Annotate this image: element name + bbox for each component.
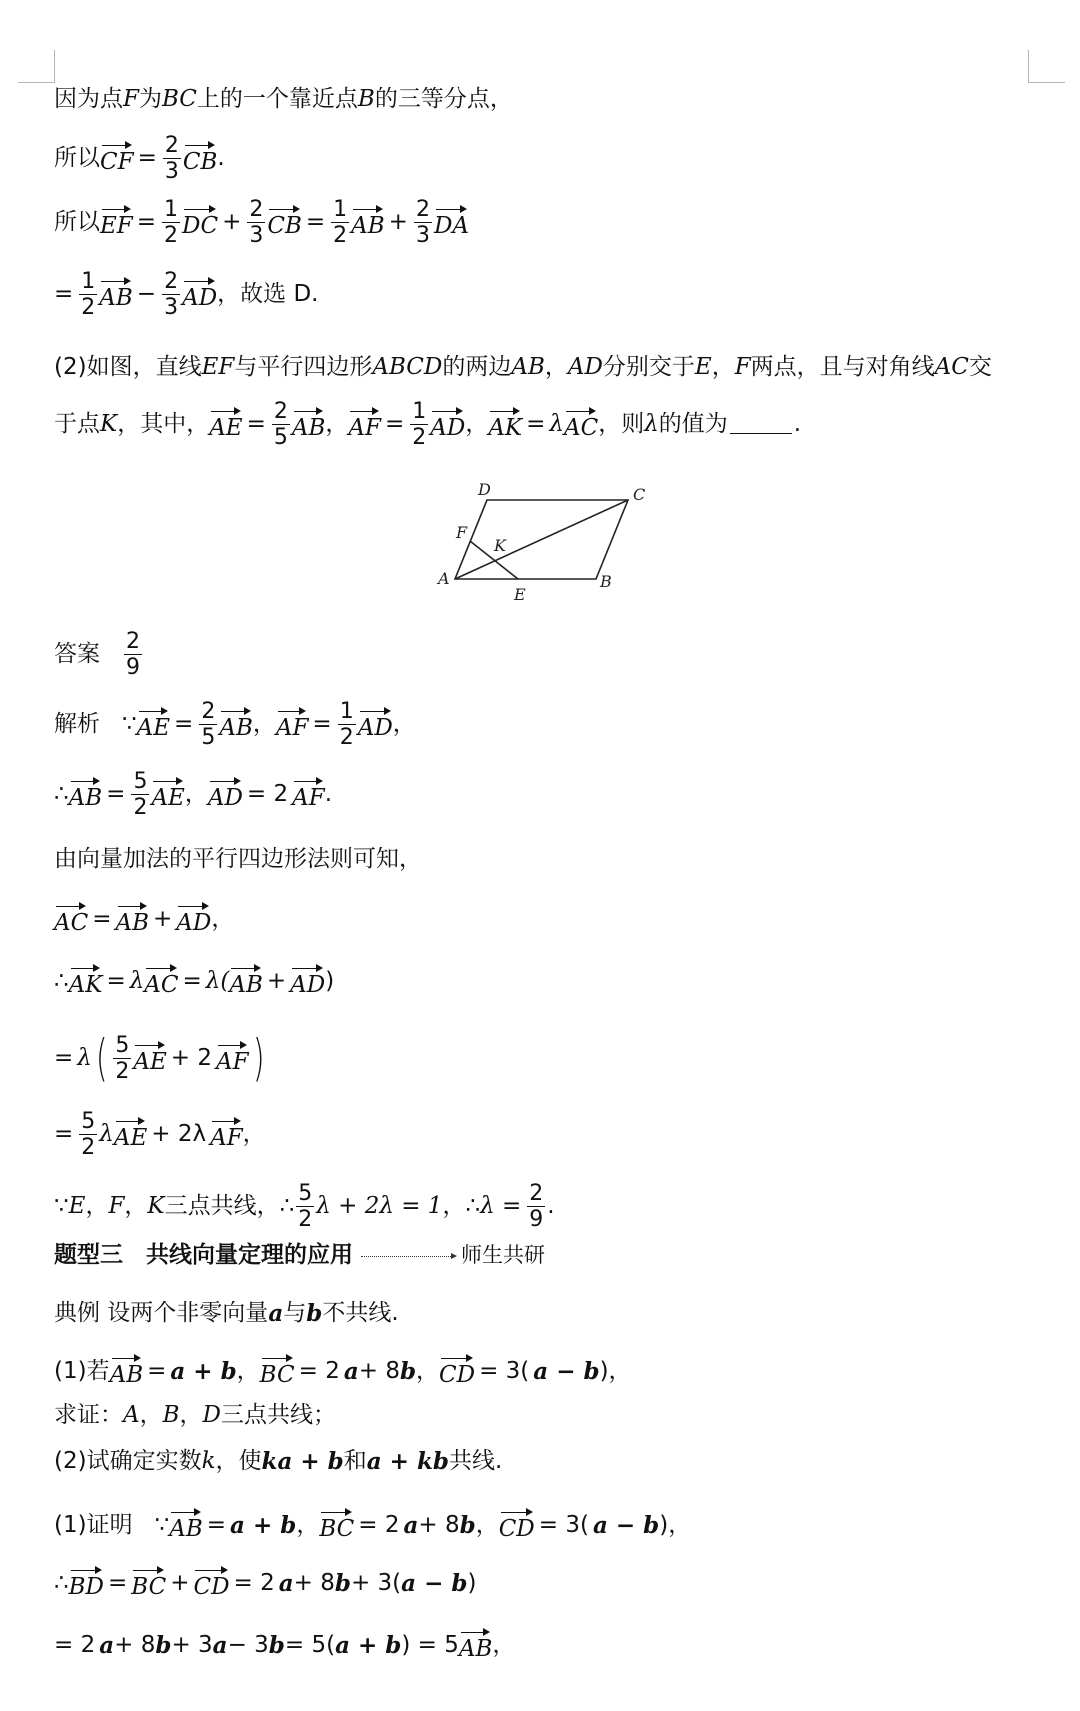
equals-sign: = [206,1512,227,1538]
variable-k: k [201,1448,216,1474]
vector: AB [351,207,385,238]
equals-term: = 2 [298,1358,340,1384]
fraction [247,198,265,247]
text: 的三等分点， [374,86,513,112]
label-e: E [514,585,526,604]
fraction [410,400,428,449]
text: 共线. [448,1448,503,1474]
vector: AE [137,709,170,740]
vector: AB [116,904,150,935]
text: ， [236,1358,260,1384]
text: ， [392,711,416,738]
vector: AD [430,409,465,440]
point-label: A [123,1402,140,1428]
answer-line [54,630,1050,679]
solution-line-1 [54,700,1050,749]
numerator: 1 [339,699,354,724]
equals-sign: = [54,281,74,308]
vector: AF [210,1119,243,1150]
solution-line-6 [54,1029,1050,1088]
segment-label: AB [511,354,545,380]
text: ， [85,1193,109,1220]
text: )， [599,1358,632,1384]
answer-fraction [124,630,142,679]
example-line-3 [54,1404,1050,1427]
text: ， [492,1632,516,1658]
text: 和 [343,1448,367,1474]
plus-sign: + [153,906,173,932]
answer-label: 答案 [54,641,100,668]
numerator: 2 [273,399,288,424]
text: + 3 [171,1632,213,1658]
segment-label: EF [201,354,235,380]
equals-sign: = 2 [246,781,289,808]
text-line-3 [54,198,1050,247]
vector: BC [319,1510,354,1541]
vector: BC [131,1568,166,1599]
vector: CB [267,207,302,238]
open-paren: ( [95,1029,108,1088]
text: ，故选 D. [217,281,319,308]
plus-term: + 2 [170,1045,212,1072]
lambda: λ [644,411,659,438]
text: ， [124,1193,148,1220]
numerator: 5 [81,1109,96,1134]
denominator: 9 [126,655,140,681]
example-line-1 [54,1302,1050,1325]
label-a: A [438,569,450,588]
vector: AD [358,709,393,740]
vector: AB [229,966,263,997]
numerator: 2 [126,629,140,654]
vector-a: a [278,1570,294,1597]
fraction [338,700,356,749]
solution-label: 解析 [54,711,100,738]
numerator: 2 [164,133,179,158]
therefore-symbol: ∴ [54,1570,69,1596]
vector: AF [216,1043,249,1074]
text: ， [296,1512,320,1538]
numerator: 5 [133,769,148,794]
corner-mark-right [1028,50,1065,83]
because-symbol: ∵ [54,1193,69,1220]
expression: a + b [230,1512,297,1539]
vector-a: a [212,1632,228,1659]
numerator: 2 [201,699,216,724]
text: 与 [283,1300,307,1326]
text: ) [467,1570,477,1596]
point-label: E [694,354,712,380]
parallelogram-figure [430,478,660,608]
vector: CD [439,1356,475,1387]
equals-sign: = [384,411,405,438]
equals-sign: = [54,1045,74,1072]
text: + 8 [418,1512,460,1538]
text: + 8 [358,1358,400,1384]
vector: AB [219,709,253,740]
vector: AD [290,966,325,997]
text: + 8 [114,1632,156,1658]
vector: DC [182,207,218,238]
text-line-5 [54,356,1050,379]
text: + 3( [350,1570,402,1596]
fraction [79,1110,97,1159]
plus-sign: + [266,968,287,994]
solution-line-2 [54,770,1050,819]
denominator: 3 [164,159,179,185]
vector: AD [182,279,217,310]
vector: AK [69,966,103,997]
example-line-2 [54,1356,1050,1387]
proof-label: (1)证明 [54,1512,133,1538]
fraction [527,1182,545,1231]
fraction [296,1182,314,1231]
text: ， [325,411,349,438]
text: (1)若 [54,1358,110,1384]
text: 求证： [54,1402,123,1428]
text: 三点共线，∴ [164,1193,295,1220]
section-tag: 师生共研 [461,1243,545,1267]
denominator: 2 [81,1135,96,1161]
numerator: 1 [164,197,179,222]
vector: AB [69,779,103,810]
vector: AK [488,409,522,440]
segment-label: AC [934,354,969,380]
denominator: 3 [415,223,430,249]
denominator: 2 [339,725,354,751]
vector: CB [183,143,218,174]
vector: AB [110,1356,144,1387]
numerator: 2 [415,197,430,222]
denominator: 9 [529,1207,544,1233]
equals-sign: = [92,906,112,932]
equals-sign: = [246,411,266,438]
text: (2)如图，直线 [54,354,202,380]
text: − 3 [227,1632,269,1658]
equals-sign: = [137,145,157,172]
dotted-leader [361,1256,451,1257]
lambda-equals: λ = [480,1193,522,1220]
therefore-symbol: ∴ [54,781,69,808]
fraction [414,198,432,247]
numerator: 2 [164,269,179,294]
text: 的两边 [442,354,512,380]
equation: λ + 2λ = 1 [316,1193,443,1220]
numerator: 1 [81,269,96,294]
label-k: K [494,536,506,555]
point-label: B [162,1402,180,1428]
vector-b: b [334,1570,351,1597]
text: . [547,1193,555,1220]
fraction [79,270,97,319]
equals-sign: = [305,209,326,236]
text: ，使 [215,1448,262,1474]
example-line-4 [54,1450,1050,1473]
vector: AC [564,409,598,440]
lambda: λ [99,1121,114,1148]
vector-b: b [155,1632,172,1659]
solution-line-7 [54,1110,1050,1159]
text: = 5( [284,1632,336,1658]
lambda: λ [549,411,564,438]
text-line-1 [54,88,1050,111]
vector: CD [499,1510,535,1541]
equals-term: = 2 [54,1632,96,1658]
close-paren: ) [252,1029,265,1088]
point-label: F [734,354,751,380]
equals-term: = 2 [233,1570,275,1596]
expression: a − b [401,1570,468,1597]
point-label: F [123,86,139,112]
text-line-2 [54,134,1050,183]
expression: a − b [533,1358,600,1385]
corner-mark-left [18,50,55,83]
text: ， [179,1402,203,1428]
equals-term: = 3( [538,1512,589,1538]
equals-sign: = [136,209,157,236]
text: ) = 5 [401,1632,459,1658]
text: ， [211,906,235,932]
solution-line-4 [54,904,1050,935]
vector: AF [276,709,309,740]
text: ，其中， [117,411,210,438]
solution-line-8 [54,1182,1050,1231]
vector-b: b [268,1632,285,1659]
text: . [324,781,333,808]
text: + 8 [293,1570,335,1596]
vector: AB [459,1630,493,1661]
expression: a + kb [366,1448,449,1475]
text: 三点共线； [220,1402,336,1428]
equals-sign: = [54,1121,74,1148]
numerator: 2 [249,197,264,222]
text: 交 [968,354,992,380]
vector: AB [292,409,326,440]
denominator: 5 [201,725,216,751]
text: ， [711,354,735,380]
vector: CD [193,1568,229,1599]
text: ， [139,1402,163,1428]
fraction [163,134,181,183]
segment-label: BC [161,86,197,112]
equals-sign: = [106,781,126,808]
because-symbol: ∵ [122,711,137,738]
text: ， [416,1358,440,1384]
point-label: E [68,1193,86,1220]
text: 典例 设两个非零向量 [54,1300,269,1326]
vector: AE [209,409,242,440]
proof-line-1 [54,1510,1050,1541]
lambda-open: λ( [205,968,230,994]
text: ， [465,411,489,438]
proof-line-3 [54,1630,1050,1661]
text: 于点 [54,411,100,438]
fraction [162,198,180,247]
because-symbol: ∵ [154,1512,170,1538]
section-heading [54,1244,1050,1267]
text: ， [184,781,208,808]
equals-sign: = [312,711,332,738]
text: 由向量加法的平行四边形法则可知， [54,846,422,872]
text: ， [544,354,568,380]
proof-line-2 [54,1568,1050,1599]
plus-sign: + [222,209,242,236]
segment-label: AD [567,354,603,380]
vector: AE [151,779,184,810]
vector-b: b [399,1358,417,1385]
text: ，∴ [442,1193,481,1220]
text: (2)试确定实数 [54,1448,202,1474]
denominator: 2 [164,223,179,249]
denominator: 2 [133,795,148,821]
plus-term: + 2λ [151,1121,207,1148]
plus-sign: + [388,209,408,236]
therefore-symbol: ∴ [54,968,69,994]
denominator: 2 [412,425,427,451]
fraction [162,270,180,319]
solution-line-5 [54,966,1050,997]
fraction [272,400,290,449]
close-paren: ) [325,968,335,994]
equals-term: = 2 [358,1512,400,1538]
text-line-4 [54,270,1050,319]
numerator: 2 [529,1181,544,1206]
minus-sign: − [136,281,157,308]
equals-sign: = [106,968,126,994]
fraction [331,198,349,247]
arrow-icon [451,1253,457,1259]
vector: BC [260,1356,295,1387]
lambda: λ [129,968,145,994]
equals-sign: = [174,711,194,738]
point-label: F [108,1193,125,1220]
plus-sign: + [170,1570,190,1596]
vector: AD [176,904,211,935]
fraction [199,700,217,749]
fraction [113,1034,131,1083]
expression: a + b [335,1632,402,1659]
vector: BD [69,1568,104,1599]
text: 所以 [54,209,100,236]
text: ， [242,1121,266,1148]
text: 所以 [54,145,100,172]
lambda: λ [77,1045,92,1072]
expression: a + b [170,1358,237,1385]
text: ， [475,1512,499,1538]
expression: a − b [592,1512,660,1539]
equals-term: = 3( [479,1358,530,1384]
label-b: B [600,572,612,591]
answer-blank [730,415,792,434]
vector: AC [144,966,178,997]
vector: DA [434,207,469,238]
label-c: C [633,485,646,504]
vector: AD [208,779,243,810]
denominator: 2 [115,1059,130,1085]
denominator: 2 [298,1207,313,1233]
fraction [131,770,149,819]
equals-sign: = [182,968,202,994]
vector: AE [133,1043,166,1074]
denominator: 3 [249,223,264,249]
vector: EF [100,207,133,238]
vector: AF [348,409,381,440]
vector: CF [100,143,134,174]
numerator: 5 [115,1033,130,1058]
vector-a: a [268,1300,284,1327]
text: . [793,411,802,438]
point-label: B [357,86,375,112]
point-label: K [100,411,118,438]
vector-b: b [306,1300,323,1327]
vector: AB [99,279,133,310]
vector: AF [292,779,325,810]
point-label: K [147,1193,165,1220]
label-f: F [456,523,468,542]
vector-a: a [343,1358,359,1385]
text: 不共线. [322,1300,399,1326]
numerator: 1 [333,197,348,222]
text: 与平行四边形 [234,354,373,380]
vector-b: b [459,1512,476,1539]
denominator: 2 [333,223,348,249]
diagonal-ac [455,500,628,579]
text: 分别交于 [602,354,695,380]
text: . [217,145,225,172]
label-d: D [478,480,491,499]
text: ， [252,711,276,738]
text: 上的一个靠近点 [196,86,358,112]
numerator: 1 [412,399,427,424]
vector-a: a [403,1512,419,1539]
denominator: 2 [81,295,96,321]
text: )， [659,1512,692,1538]
text-line-6 [54,400,1050,449]
text: 为 [138,86,162,112]
expression: ka + b [261,1448,344,1475]
text: 因为点 [54,86,123,112]
vector: AE [114,1119,147,1150]
shape-label: ABCD [372,354,443,380]
vector: AC [54,904,88,935]
point-label: D [202,1402,221,1428]
equals-sign: = [147,1358,167,1384]
text: 两点，且与对角线 [750,354,935,380]
numerator: 5 [298,1181,313,1206]
text: 的值为 [658,411,728,438]
equals-sign: = [526,411,546,438]
vector: AB [169,1510,203,1541]
equals-sign: = [107,1570,128,1596]
denominator: 5 [273,425,288,451]
section-title: 题型三 共线向量定理的应用 [54,1242,353,1268]
solution-line-3 [54,848,1050,871]
denominator: 3 [164,295,179,321]
text: ，则 [598,411,645,438]
vector-a: a [99,1632,115,1659]
